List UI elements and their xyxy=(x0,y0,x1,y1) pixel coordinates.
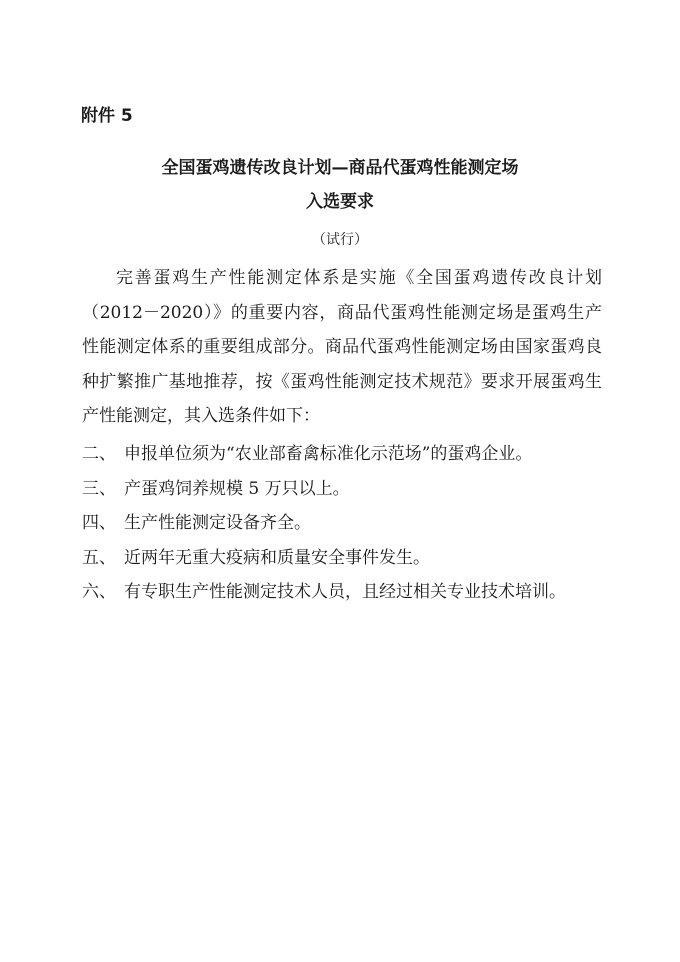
condition-number: 二、 xyxy=(82,444,116,464)
condition-text: 近两年无重大疫病和质量安全事件发生。 xyxy=(124,547,430,568)
condition-item xyxy=(82,437,622,472)
condition-text: 申报单位须为“农业部畜禽标准化示范场”的蛋鸡企业。 xyxy=(124,444,533,464)
condition-number: 四、 xyxy=(82,513,116,533)
document-subtitle: （试行） xyxy=(312,232,368,248)
condition-text: 有专职生产性能测定技术人员，且经过相关专业技术培训。 xyxy=(124,582,566,602)
conditions-list xyxy=(82,437,622,610)
condition-item xyxy=(82,541,622,576)
document-title-line2: 入选要求 xyxy=(306,192,374,212)
document-title: 全国蛋鸡遗传改良计划—商品代蛋鸡性能测定场 xyxy=(161,158,519,178)
condition-item xyxy=(82,506,622,541)
condition-item xyxy=(82,472,622,507)
intro-paragraph: 完善蛋鸡生产性能测定体系是实施《全国蛋鸡遗传改良计划（2012－2020）》的重要内容，商品代蛋鸡性能测定场是蛋鸡生产性能测定体系的重要组成部分。商品代蛋鸡性能测定场由国家蛋鸡良种扩繁推广基地推荐，按《蛋鸡性能测定技术规范》要求开展蛋鸡生产性能测定，其入选条件如下： xyxy=(82,268,602,426)
condition-number: 五、 xyxy=(82,547,116,568)
condition-text: 生产性能测定设备齐全。 xyxy=(124,513,311,533)
condition-text: 产蛋鸡饲养规模 5 万只以上。 xyxy=(124,478,350,499)
attachment-label: 附件 5 xyxy=(81,106,133,126)
condition-number: 三、 xyxy=(82,478,116,499)
condition-number: 六、 xyxy=(82,582,116,602)
condition-item xyxy=(82,575,622,610)
